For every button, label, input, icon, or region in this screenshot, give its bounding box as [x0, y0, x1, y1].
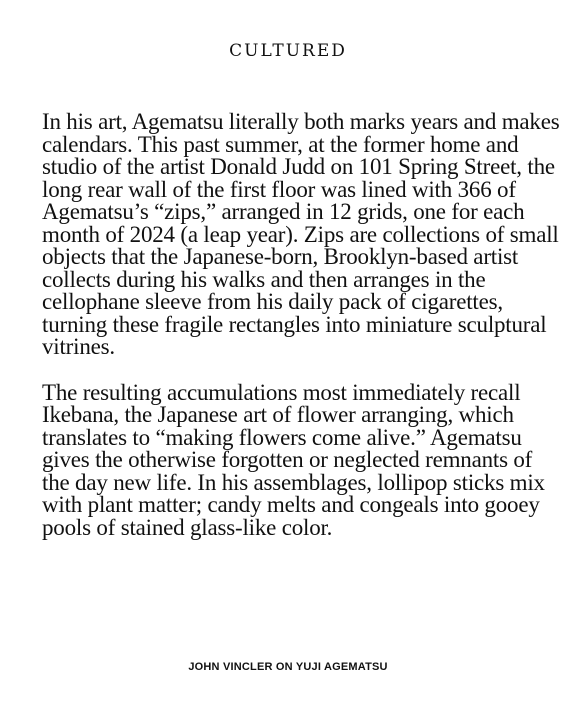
article-paragraph-2: The resulting accumulations most immediately recall Ikebana, the Japanese art of flower arranging, which translates to “making flowers come alive.” Agematsu gives the otherwise forgotten or neglected remnants of the day new life. In his assemblages, lollipop sticks mix with plant matter; candy melts and congeals into gooey pools of stained glass-like color.	[42, 379, 545, 540]
cultured-logo: CULTURED	[229, 41, 347, 61]
article-paragraph-1: In his art, Agematsu literally both marks years and makes calendars. This past summer, at the former home and studio of the artist Donald Judd on 101 Spring Street, the long rear wall of the first floor was lined with 366 of Agematsu’s “zips,” arranged in 12 grids, one for each month of 2024 (a leap year). Zips are collections of small objects that the Japanese-born, Brooklyn-based artist collects during his walks and then arranges in the cellophane sleeve from his daily pack of cigarettes, turning these fragile rectangles into miniature sculptural vitrines.	[42, 109, 560, 359]
byline: JOHN VINCLER ON YUJI AGEMATSU	[188, 661, 388, 673]
article-body	[42, 111, 564, 539]
